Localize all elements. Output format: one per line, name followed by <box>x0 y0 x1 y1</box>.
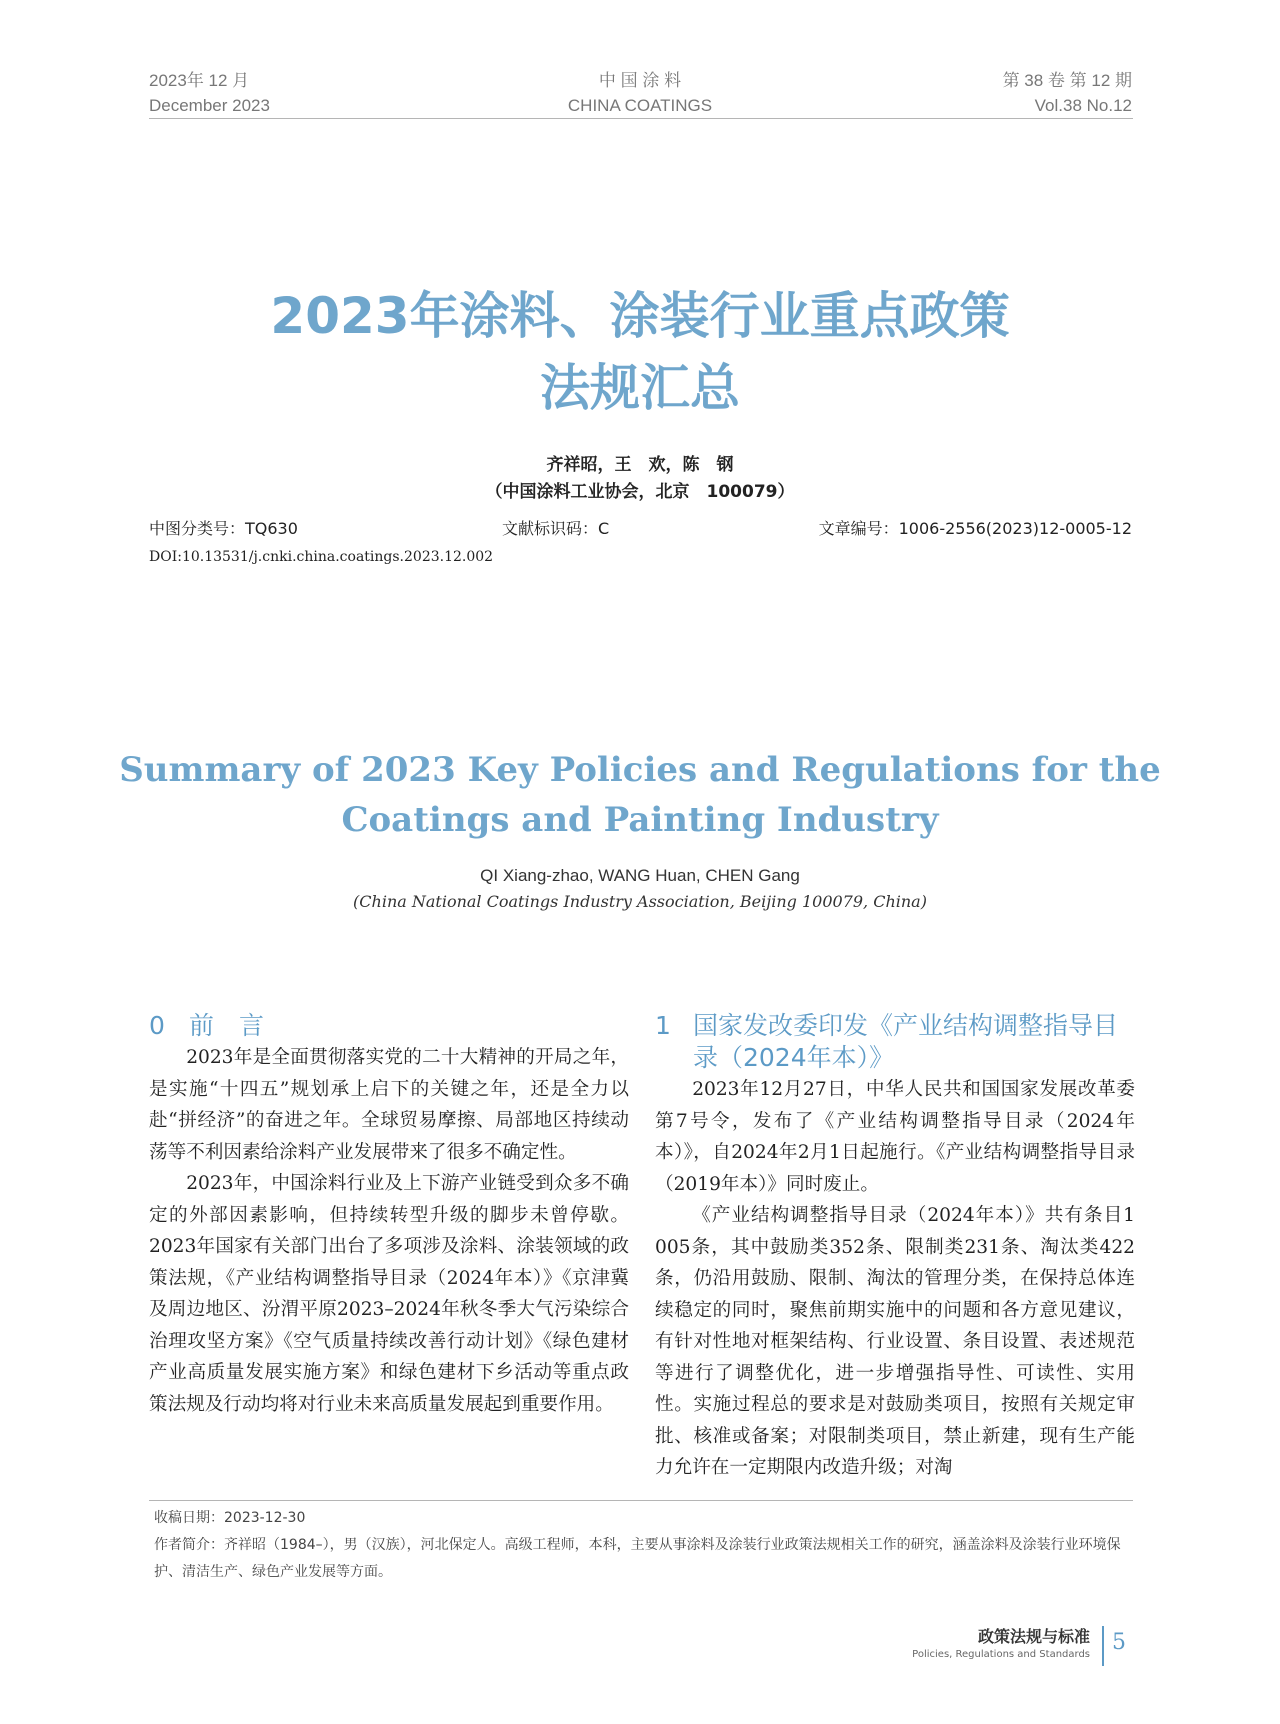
column-left <box>149 1010 629 1420</box>
page-number: 5 <box>1112 1630 1126 1655</box>
header-divider <box>149 118 1133 119</box>
authors-en: QI Xiang-zhao, WANG Huan, CHEN Gang <box>480 866 800 885</box>
authors-zh-block <box>0 452 1280 506</box>
authors-zh: 齐祥昭，王 欢，陈 钢 <box>546 455 734 475</box>
author-bio: 作者简介：齐祥昭（1984–），男（汉族），河北保定人。高级工程师，本科，主要从事涂料及涂装行业政策法规相关工作的研究，涵盖涂料及涂装行业环境保护、清洁生产、绿色产业发展等方面。 <box>154 1537 1121 1580</box>
section-0-title: 前 言 <box>189 1011 265 1040</box>
section-0-paragraph: 2023年是全面贯彻落实党的二十大精神的开局之年，是实施“十四五”规划承上启下的关键之年，还是全力以赴“拼经济”的奋进之年。全球贸易摩擦、局部地区持续动荡等不利因素给涂料产业发展带来了很多不确定性。 <box>149 1047 629 1163</box>
footnote-divider <box>149 1500 1133 1501</box>
section-1-number: 1 <box>655 1011 671 1040</box>
section-0-number: 0 <box>149 1011 165 1040</box>
footer-divider <box>1102 1626 1104 1666</box>
section-1-title: 国家发改委印发《产业结构调整指导目录（2024年本）》 <box>693 1011 1119 1072</box>
running-footer <box>912 1626 1090 1662</box>
section-1-paragraph: 《产业结构调整指导目录（2024年本）》共有条目1 005条，其中鼓励类352条、限制类231条、淘汰类422条，仍沿用鼓励、限制、淘汰的管理分类，在保持总体连续稳定的同时，聚焦前期实施中的问题和各方意见建议，有针对性地对框架结构、行业设置、条目设置、表述规范等进行了调整优化，进一步增强指导性、可读性、实用性。实施过程总的要求是对鼓励类项目，按照有关规定审批、核准或备案；对限制类项目，禁止新建，现有生产能力允许在一定期限内改造升级；对淘 <box>655 1205 1135 1478</box>
header-right <box>1003 68 1132 118</box>
section-0-paragraph: 2023年，中国涂料行业及上下游产业链受到众多不确定的外部因素影响，但持续转型升级的脚步未曾停歇。2023年国家有关部门出台了多项涉及涂料、涂装领域的政策法规，《产业结构调整指导目录（2024年本）》《京津冀及周边地区、汾渭平原2023–2024年秋冬季大气污染综合治理攻坚方案》《空气质量持续改善行动计划》《绿色建材产业高质量发展实施方案》和绿色建材下乡活动等重点政策法规及行动均将对行业未来高质量发展起到重要作用。 <box>149 1173 629 1415</box>
issue-date-en: December 2023 <box>149 96 270 115</box>
title-zh-line2: 法规汇总 <box>540 359 740 417</box>
title-zh <box>0 280 1280 424</box>
doi: DOI:10.13531/j.cnki.china.coatings.2023.12.002 <box>149 549 494 565</box>
title-en-line2: Coatings and Painting Industry <box>341 800 939 840</box>
journal-name-en: CHINA COATINGS <box>567 96 713 115</box>
footer-section-zh: 政策法规与标准 <box>977 1627 1090 1646</box>
section-1-heading <box>655 1010 1135 1074</box>
title-en <box>0 745 1280 845</box>
footer-section-en: Policies, Regulations and Standards <box>912 1649 1090 1660</box>
received-date: 收稿日期：2023-12-30 <box>154 1510 306 1526</box>
journal-name-zh: 中 国 涂 料 <box>598 71 682 90</box>
affiliation-zh: （中国涂料工业协会，北京 100079） <box>485 482 795 502</box>
volume-zh: 第 38 卷 第 12 期 <box>1002 71 1132 90</box>
column-right <box>655 1010 1135 1484</box>
title-en-line1: Summary of 2023 Key Policies and Regulations for the <box>119 750 1161 790</box>
section-0-heading <box>149 1010 629 1042</box>
document-code: 文献标识码：C <box>502 519 610 538</box>
section-1-paragraph: 2023年12月27日，中华人民共和国国家发展改革委第7号令，发布了《产业结构调整指导目录（2024年本）》，自2024年2月1日起施行。《产业结构调整指导目录（2019年本）》同时废止。 <box>655 1079 1135 1195</box>
affiliation-en: (China National Coatings Industry Association, Beijing 100079, China) <box>353 892 927 911</box>
volume-en: Vol.38 No.12 <box>1034 96 1132 115</box>
clc-number: 中图分类号：TQ630 <box>149 519 298 538</box>
article-number: 文章编号：1006-2556(2023)12-0005-12 <box>818 519 1132 538</box>
issue-date-zh: 2023年 12 月 <box>149 71 250 90</box>
title-zh-line1: 2023年涂料、涂装行业重点政策 <box>270 287 1010 345</box>
